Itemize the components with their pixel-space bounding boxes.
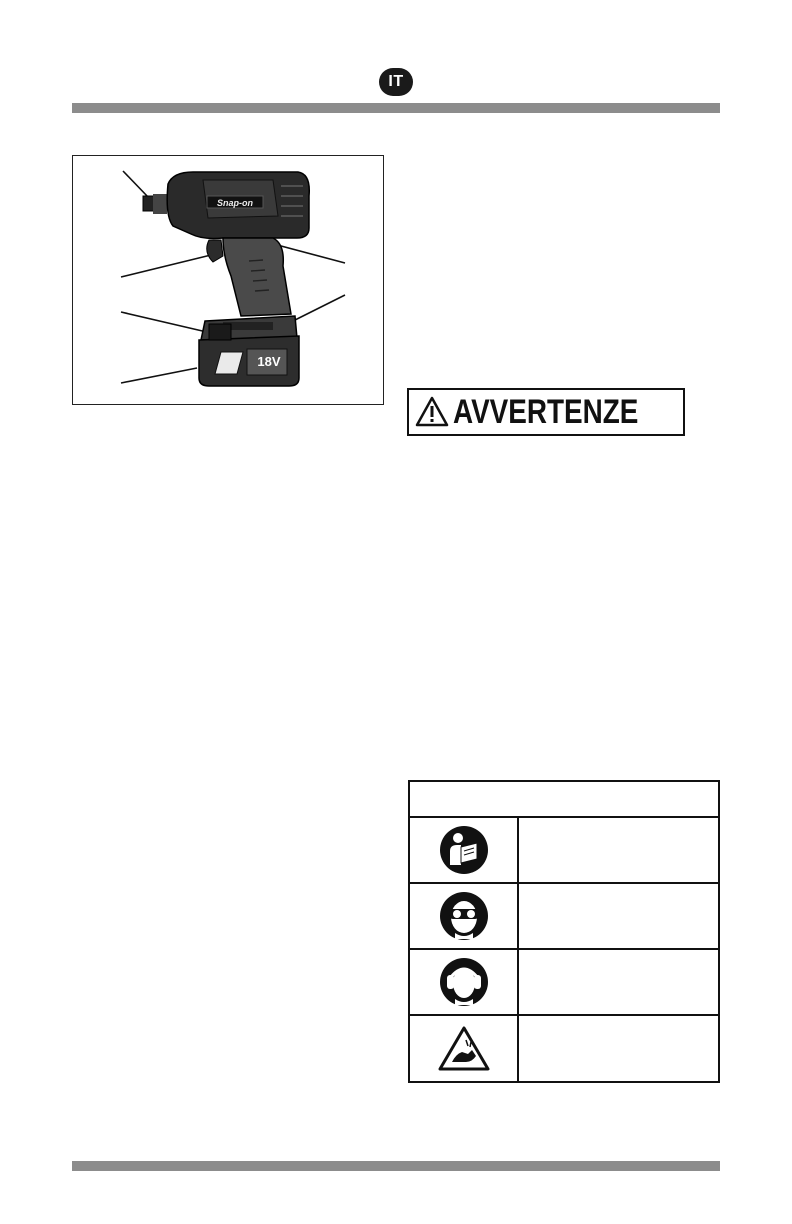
warning-triangle-icon <box>415 396 449 428</box>
callout-line-trigger <box>121 255 211 277</box>
brand-label: Snap-on <box>217 198 253 208</box>
read-manual-icon <box>439 825 489 875</box>
impact-wrench-illustration <box>73 156 385 406</box>
warning-label: AVVERTENZE <box>453 393 639 431</box>
ppe-row-read-manual <box>410 818 718 884</box>
ppe-row-pinch-hazard <box>410 1016 718 1082</box>
product-figure <box>72 155 384 405</box>
pinch-point-hazard-icon <box>438 1026 490 1072</box>
callout-line-handle <box>293 295 345 321</box>
ppe-row-ear-protection <box>410 950 718 1016</box>
language-badge: IT <box>379 68 413 96</box>
ppe-row-eye-protection <box>410 884 718 950</box>
battery-voltage-label: 18V <box>257 354 281 369</box>
callout-line-battery <box>121 368 197 383</box>
callout-line-anvil <box>123 171 149 198</box>
warning-heading <box>407 388 685 436</box>
ppe-table-header <box>410 782 718 818</box>
ear-protection-icon <box>439 957 489 1007</box>
callout-line-battery-release <box>121 312 211 333</box>
ppe-symbols-table <box>408 780 720 1083</box>
footer-rule <box>72 1161 720 1171</box>
header-rule <box>72 103 720 113</box>
eye-protection-icon <box>439 891 489 941</box>
